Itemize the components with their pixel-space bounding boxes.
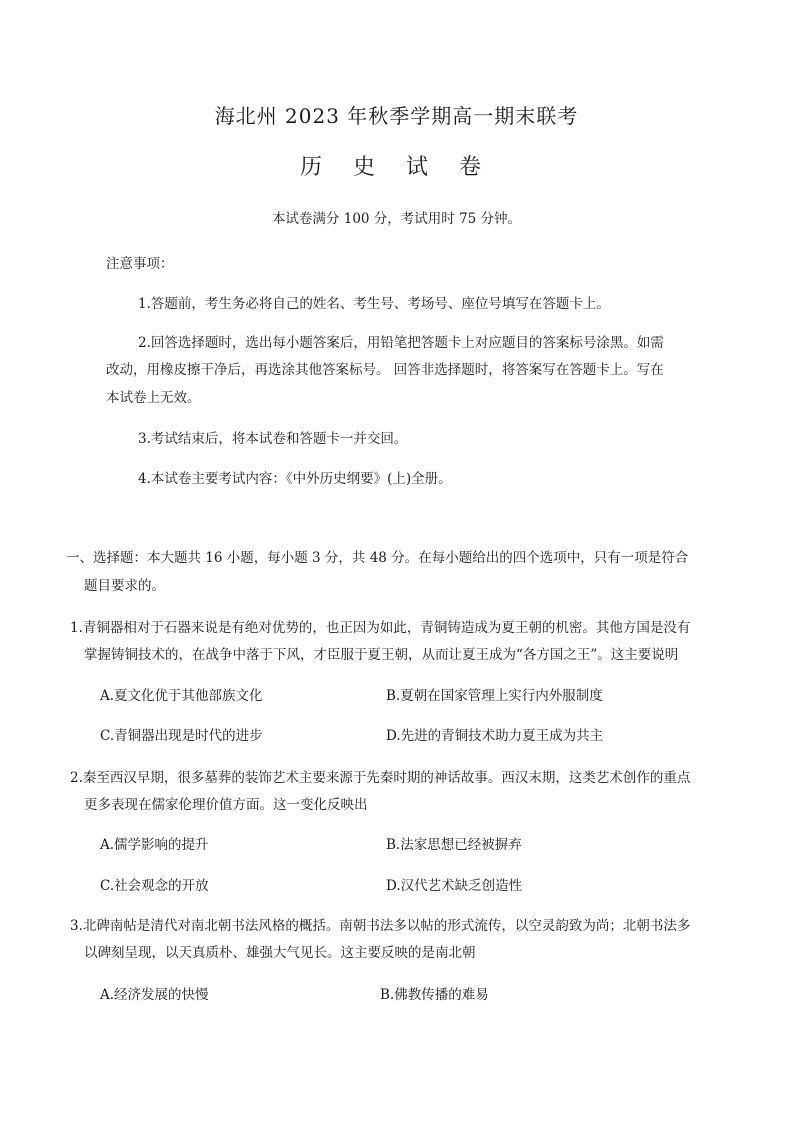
exam-meta: 本试卷满分 100 分，考试用时 75 分钟。 <box>271 211 522 227</box>
question-2-stem-line-2: 更多表现在儒家伦理价值方面。这一变化反映出 <box>84 797 368 813</box>
question-3-option-a: A.经济发展的快慢 <box>100 987 209 1003</box>
question-2-option-a: A.儒学影响的提升 <box>100 837 209 853</box>
question-1-stem-line-1: 1.青铜器相对于石器来说是有绝对优势的，也正因为如此，青铜铸造成为夏王朝的机密。其他方国是没有 <box>70 620 691 636</box>
note-item-2-line-1: 2.回答选择题时，选出每小题答案后，用铅笔把答题卡上对应题目的答案标号涂黑。如需 <box>138 335 664 351</box>
question-2-option-b: B.法家思想已经被摒弃 <box>386 837 522 853</box>
question-2-option-d: D.汉代艺术缺乏创造性 <box>386 878 523 894</box>
note-item-2-line-3: 本试卷上无效。 <box>106 390 201 406</box>
question-2-stem-line-1: 2.秦至西汉早期，很多墓葬的装饰艺术主要来源于先秦时期的神话故事。西汉末期，这类艺术创作的重点 <box>70 770 691 786</box>
question-1-stem-line-2: 掌握铸铜技术的，在战争中落于下风，才臣服于夏王朝，从而让夏王成为“各方国之王”。这主要说明 <box>84 647 679 663</box>
note-item-4: 4.本试卷主要考试内容：《中外历史纲要》(上)全册。 <box>138 471 452 487</box>
section-1-heading: 一、选择题：本大题共 16 小题，每小题 3 分，共 48 分。在每小题给出的四个选项中，只有一项是符合 <box>66 550 689 566</box>
section-1-heading-cont: 题目要求的。 <box>84 578 165 594</box>
note-item-2-line-2: 改动，用橡皮擦干净后，再选涂其他答案标号。 回答非选择题时，将答案写在答题卡上。写在 <box>106 362 664 378</box>
note-item-1: 1.答题前，考生务必将自己的姓名、考生号、考场号、座位号填写在答题卡上。 <box>138 296 610 312</box>
page-title: 海北州 2023 年秋季学期高一期末联考 <box>214 104 579 128</box>
question-1-option-c: C.青铜器出现是时代的进步 <box>100 728 263 744</box>
question-3-stem-line-2: 以碑刻呈现，以天真质朴、雄强大气见长。这主要反映的是南北朝 <box>84 945 476 961</box>
notes-heading: 注意事项： <box>106 256 174 272</box>
subject-title: 历 史 试 卷 <box>300 155 493 180</box>
question-1-option-b: B.夏朝在国家管理上实行内外服制度 <box>386 688 603 704</box>
note-item-3: 3.考试结束后，将本试卷和答题卡一并交回。 <box>138 431 408 447</box>
question-1-option-d: D.先进的青铜技术助力夏王成为共主 <box>386 728 604 744</box>
question-2-option-c: C.社会观念的开放 <box>100 878 209 894</box>
question-3-stem-line-1: 3.北碑南帖是清代对南北朝书法风格的概括。南朝书法多以帖的形式流传，以空灵韵致为尚；北朝书法多 <box>70 918 691 934</box>
question-1-option-a: A.夏文化优于其他部族文化 <box>100 688 263 704</box>
question-3-option-b: B.佛教传播的难易 <box>380 987 489 1003</box>
